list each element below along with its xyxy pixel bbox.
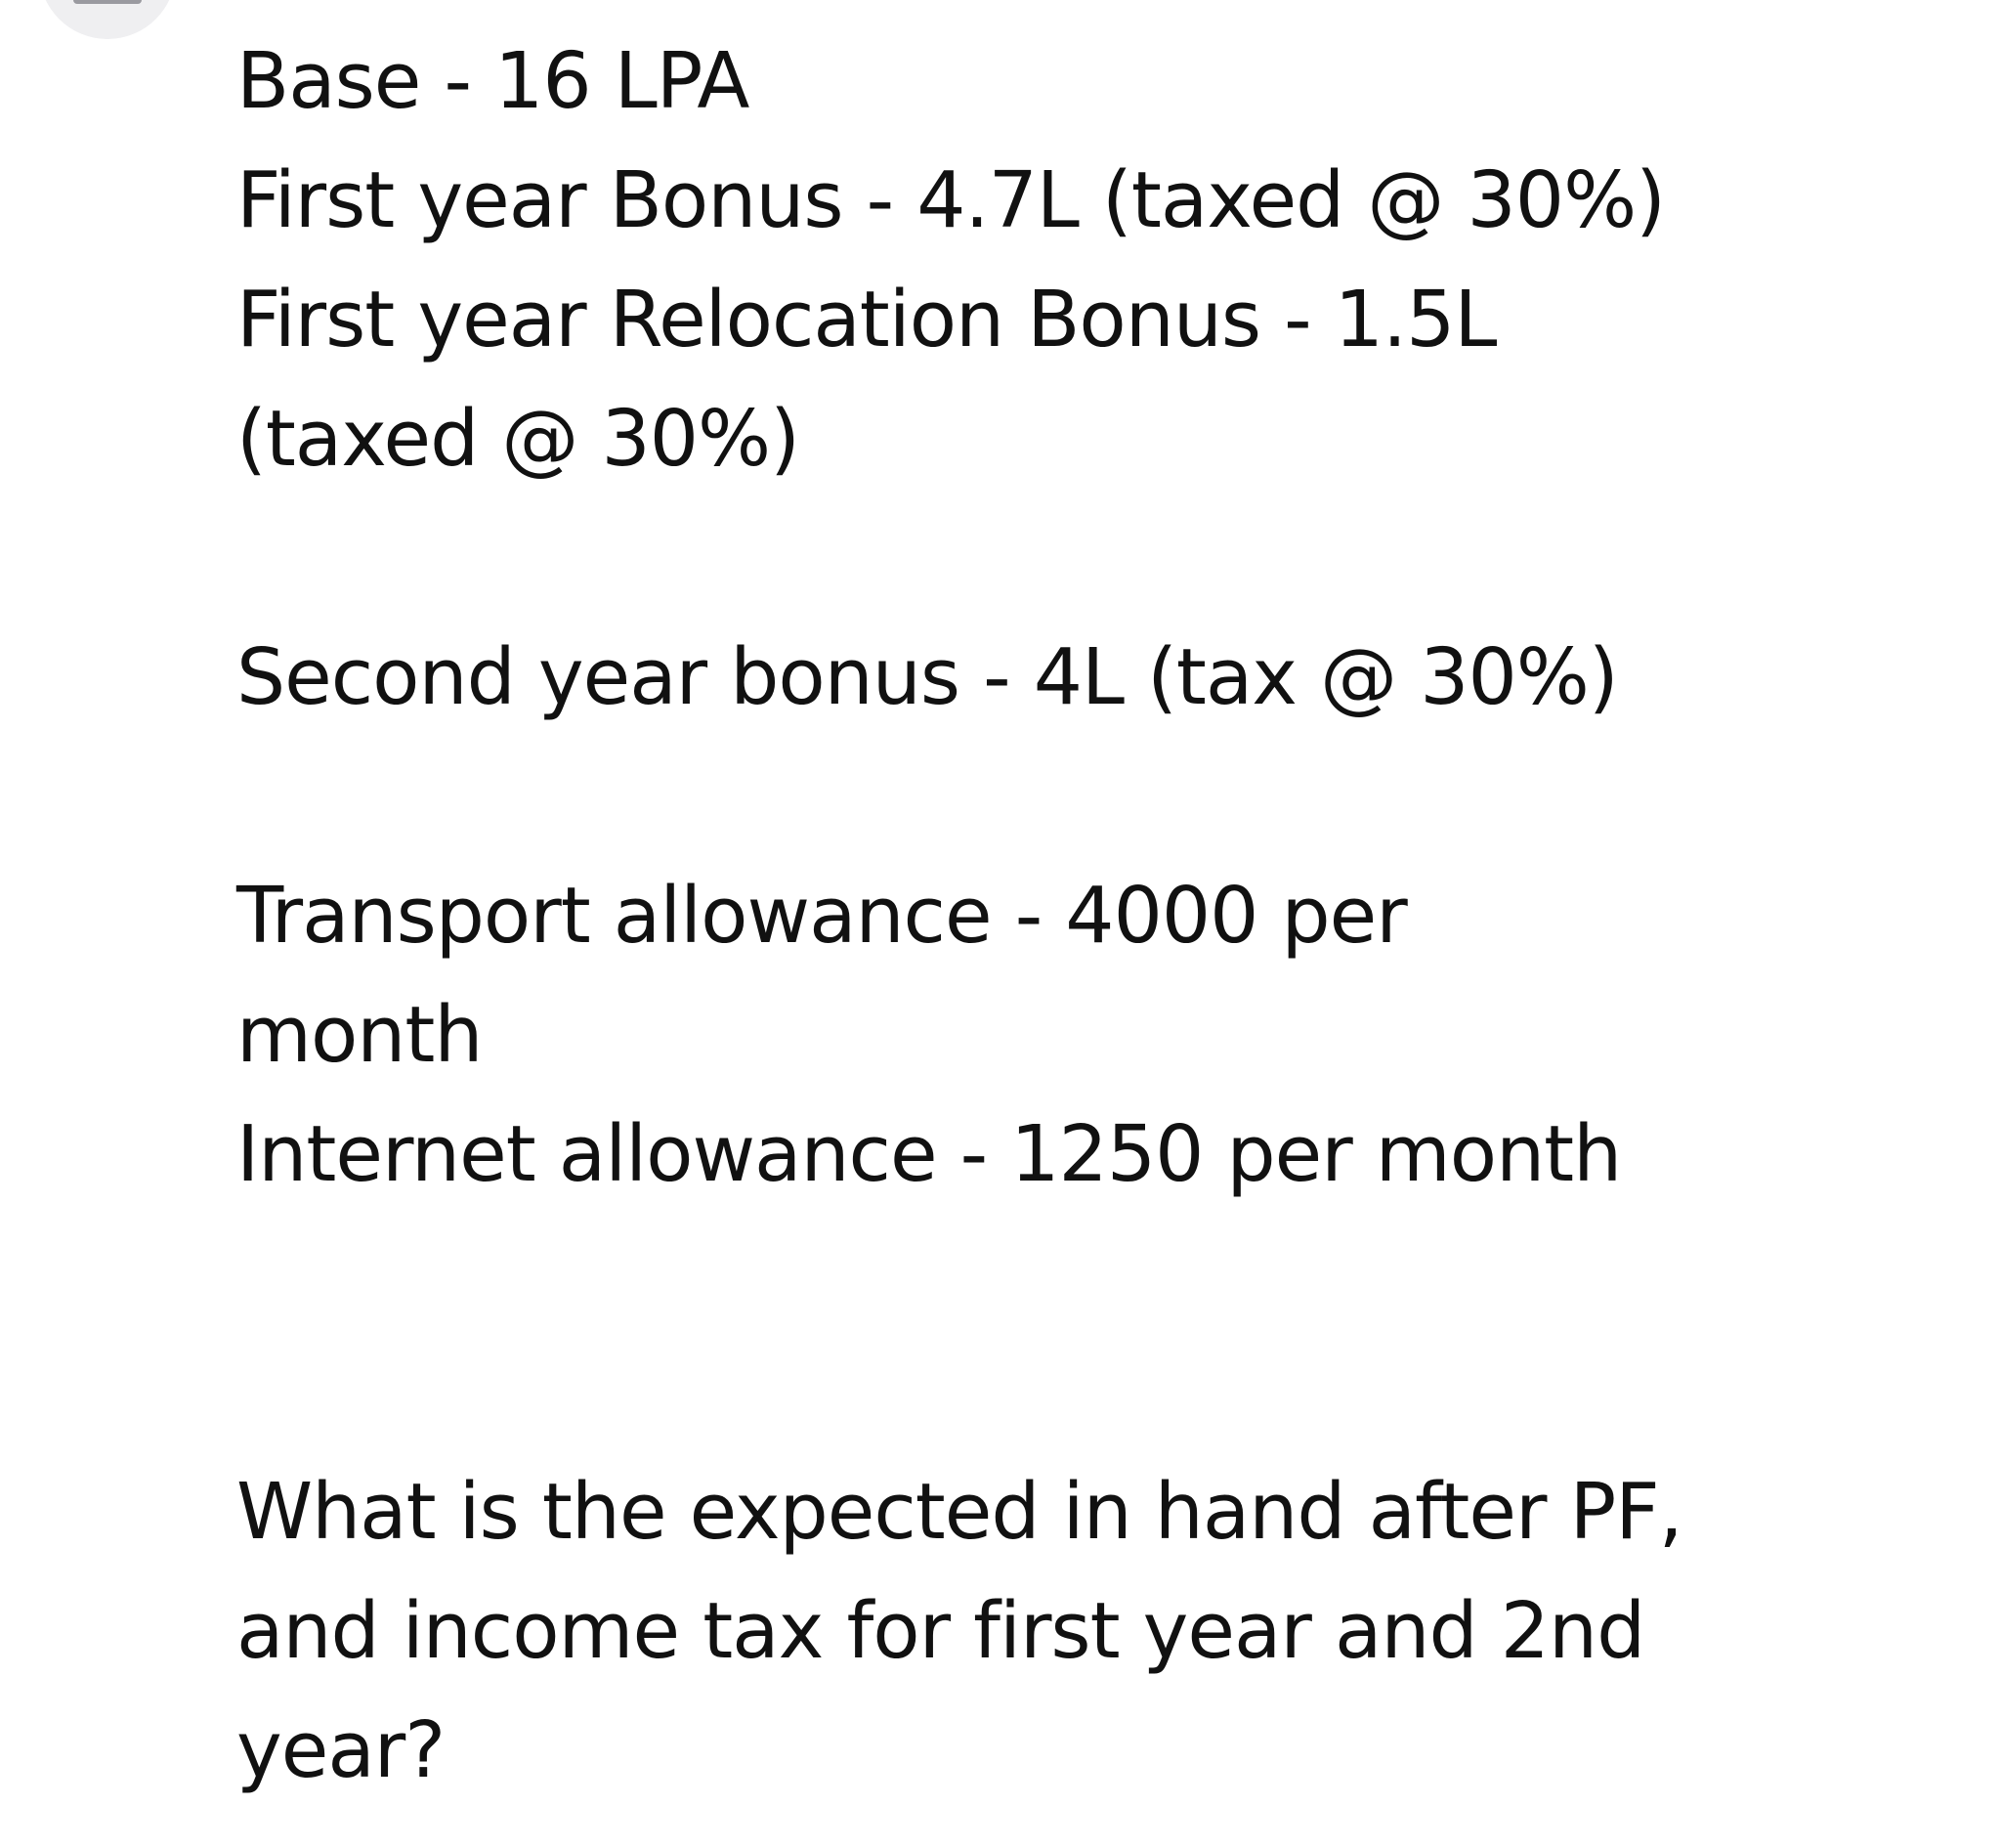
message-line-question: What is the expected in hand after PF,: [236, 1467, 1682, 1557]
paragraph-gap: [236, 1214, 1976, 1452]
message-line-base: Base - 16 LPA: [236, 36, 749, 126]
paragraph-gap: [236, 498, 1976, 618]
message-line-relocation-tax: (taxed @ 30%): [236, 394, 799, 484]
message-line-question-cont: and income tax for first year and 2nd: [236, 1586, 1645, 1676]
message-line-second-year-bonus: Second year bonus - 4L (tax @ 30%): [236, 632, 1618, 722]
message-line-question-end: year?: [236, 1705, 446, 1795]
menu-icon: [73, 0, 142, 4]
message-line-relocation-bonus: First year Relocation Bonus - 1.5L: [236, 275, 1497, 365]
chat-message-body: [236, 21, 1976, 1810]
avatar[interactable]: [39, 0, 176, 39]
message-line-transport-allowance-cont: month: [236, 990, 483, 1080]
paragraph-gap: [236, 737, 1976, 856]
message-line-internet-allowance: Internet allowance - 1250 per month: [236, 1109, 1622, 1199]
message-line-first-year-bonus: First year Bonus - 4.7L (taxed @ 30%): [236, 155, 1665, 245]
message-line-transport-allowance: Transport allowance - 4000 per: [236, 871, 1407, 961]
